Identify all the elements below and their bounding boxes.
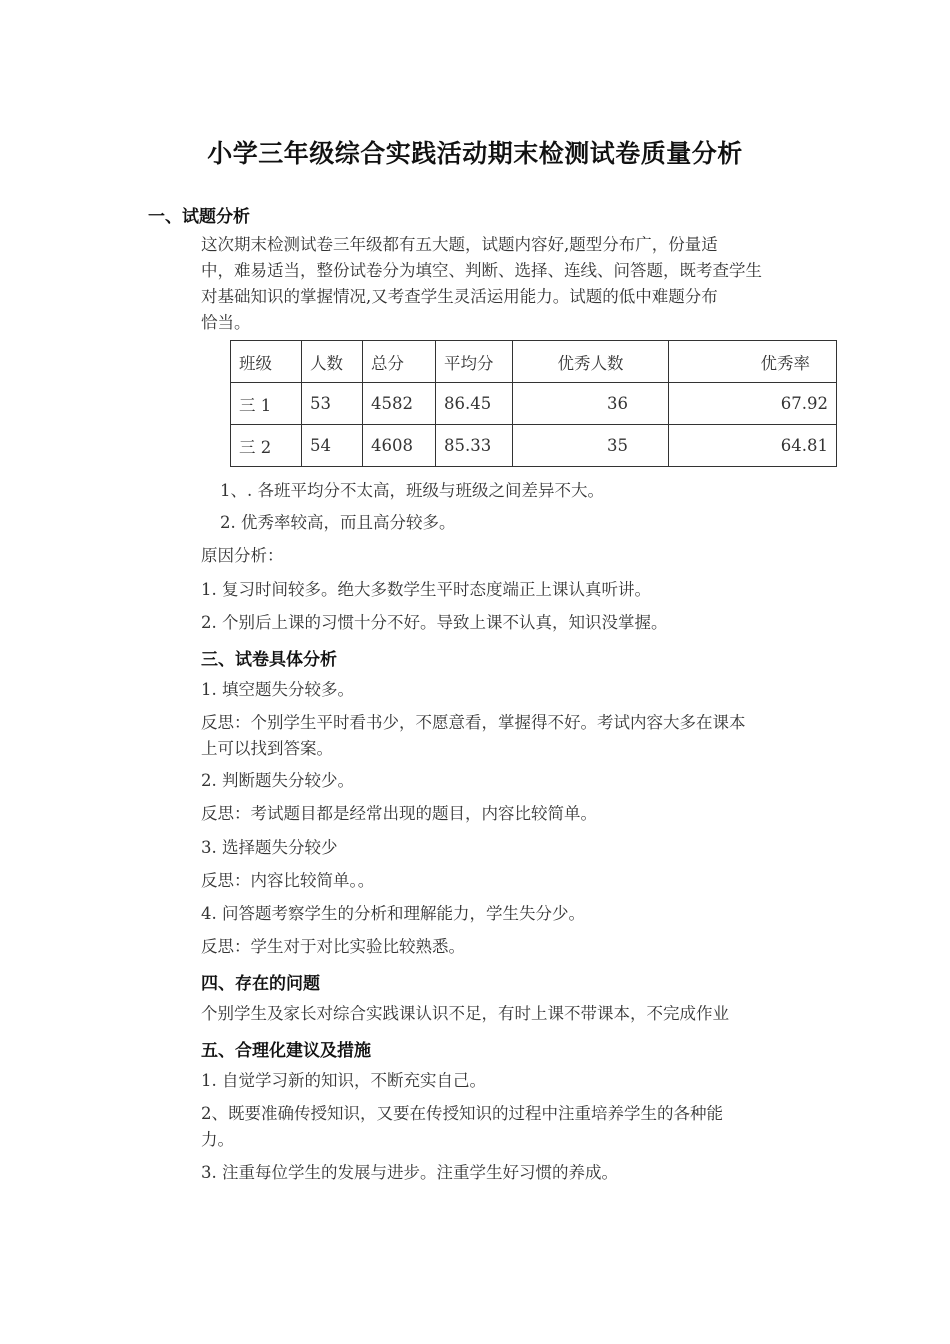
analysis-line: 2. 判断题失分较少。	[201, 771, 354, 790]
suggestion-line: 1. 自觉学习新的知识，不断充实自己。	[201, 1071, 486, 1090]
table-header-cell: 平均分	[436, 341, 513, 383]
section-heading-4: 四、存在的问题	[201, 974, 320, 994]
table-cell: 53	[302, 383, 363, 425]
analysis-line: 4. 问答题考察学生的分析和理解能力，学生失分少。	[201, 904, 585, 923]
table-cell: 64.81	[669, 425, 837, 467]
suggestion-line: 3. 注重每位学生的发展与进步。注重学生好习惯的养成。	[201, 1163, 618, 1182]
table-row	[231, 383, 837, 425]
table-header-row	[231, 341, 837, 383]
reason-line: 1. 复习时间较多。绝大多数学生平时态度端正上课认真听讲。	[201, 580, 651, 599]
analysis-line: 反思：考试题目都是经常出现的题目，内容比较简单。	[201, 804, 597, 823]
table-cell: 三 1	[231, 383, 302, 425]
suggestion-line: 2、既要准确传授知识，又要在传授知识的过程中注重培养学生的各种能	[201, 1104, 723, 1123]
paragraph-line: 中，难易适当，整份试卷分为填空、判断、选择、连线、问答题，既考查学生	[201, 261, 762, 280]
table-cell: 54	[302, 425, 363, 467]
table-row	[231, 425, 837, 467]
table-header-cell: 班级	[231, 341, 302, 383]
paragraph-line: 恰当。	[201, 313, 251, 332]
note-line: 1、. 各班平均分不太高，班级与班级之间差异不大。	[220, 481, 604, 500]
analysis-line: 1. 填空题失分较多。	[201, 680, 354, 699]
note-line: 2. 优秀率较高，而且高分较多。	[220, 513, 456, 532]
table-header-cell: 优秀率	[669, 341, 837, 383]
problem-line: 个别学生及家长对综合实践课认识不足，有时上课不带课本，不完成作业	[201, 1004, 729, 1023]
analysis-line: 反思：学生对于对比实验比较熟悉。	[201, 937, 465, 956]
page-title: 小学三年级综合实践活动期末检测试卷质量分析	[207, 139, 743, 168]
table-cell: 4582	[363, 383, 436, 425]
table-header-cell: 人数	[302, 341, 363, 383]
reason-heading: 原因分析：	[201, 546, 284, 565]
analysis-line: 反思：内容比较简单。。	[201, 871, 375, 890]
reason-line: 2. 个别后上课的习惯十分不好。导致上课不认真，知识没掌握。	[201, 613, 668, 632]
section-heading-5: 五、合理化建议及措施	[201, 1041, 371, 1061]
paragraph-line: 这次期末检测试卷三年级都有五大题，试题内容好,题型分布广，份量适	[201, 235, 718, 254]
section-heading-1: 一、试题分析	[148, 207, 250, 227]
table-cell: 35	[513, 425, 669, 467]
suggestion-line: 力。	[201, 1130, 234, 1149]
table-cell: 三 2	[231, 425, 302, 467]
table-cell: 36	[513, 383, 669, 425]
table-header-cell: 总分	[363, 341, 436, 383]
table-cell: 86.45	[436, 383, 513, 425]
paragraph-line: 对基础知识的掌握情况,又考查学生灵活运用能力。试题的低中难题分布	[201, 287, 718, 306]
score-table	[230, 340, 837, 467]
analysis-line: 上可以找到答案。	[201, 739, 333, 758]
section-heading-3: 三、试卷具体分析	[201, 650, 337, 670]
analysis-line: 反思：个别学生平时看书少，不愿意看，掌握得不好。考试内容大多在课本	[201, 713, 746, 732]
analysis-line: 3. 选择题失分较少	[201, 838, 338, 857]
table-cell: 85.33	[436, 425, 513, 467]
table-header-cell: 优秀人数	[513, 341, 669, 383]
table-cell: 4608	[363, 425, 436, 467]
table-cell: 67.92	[669, 383, 837, 425]
